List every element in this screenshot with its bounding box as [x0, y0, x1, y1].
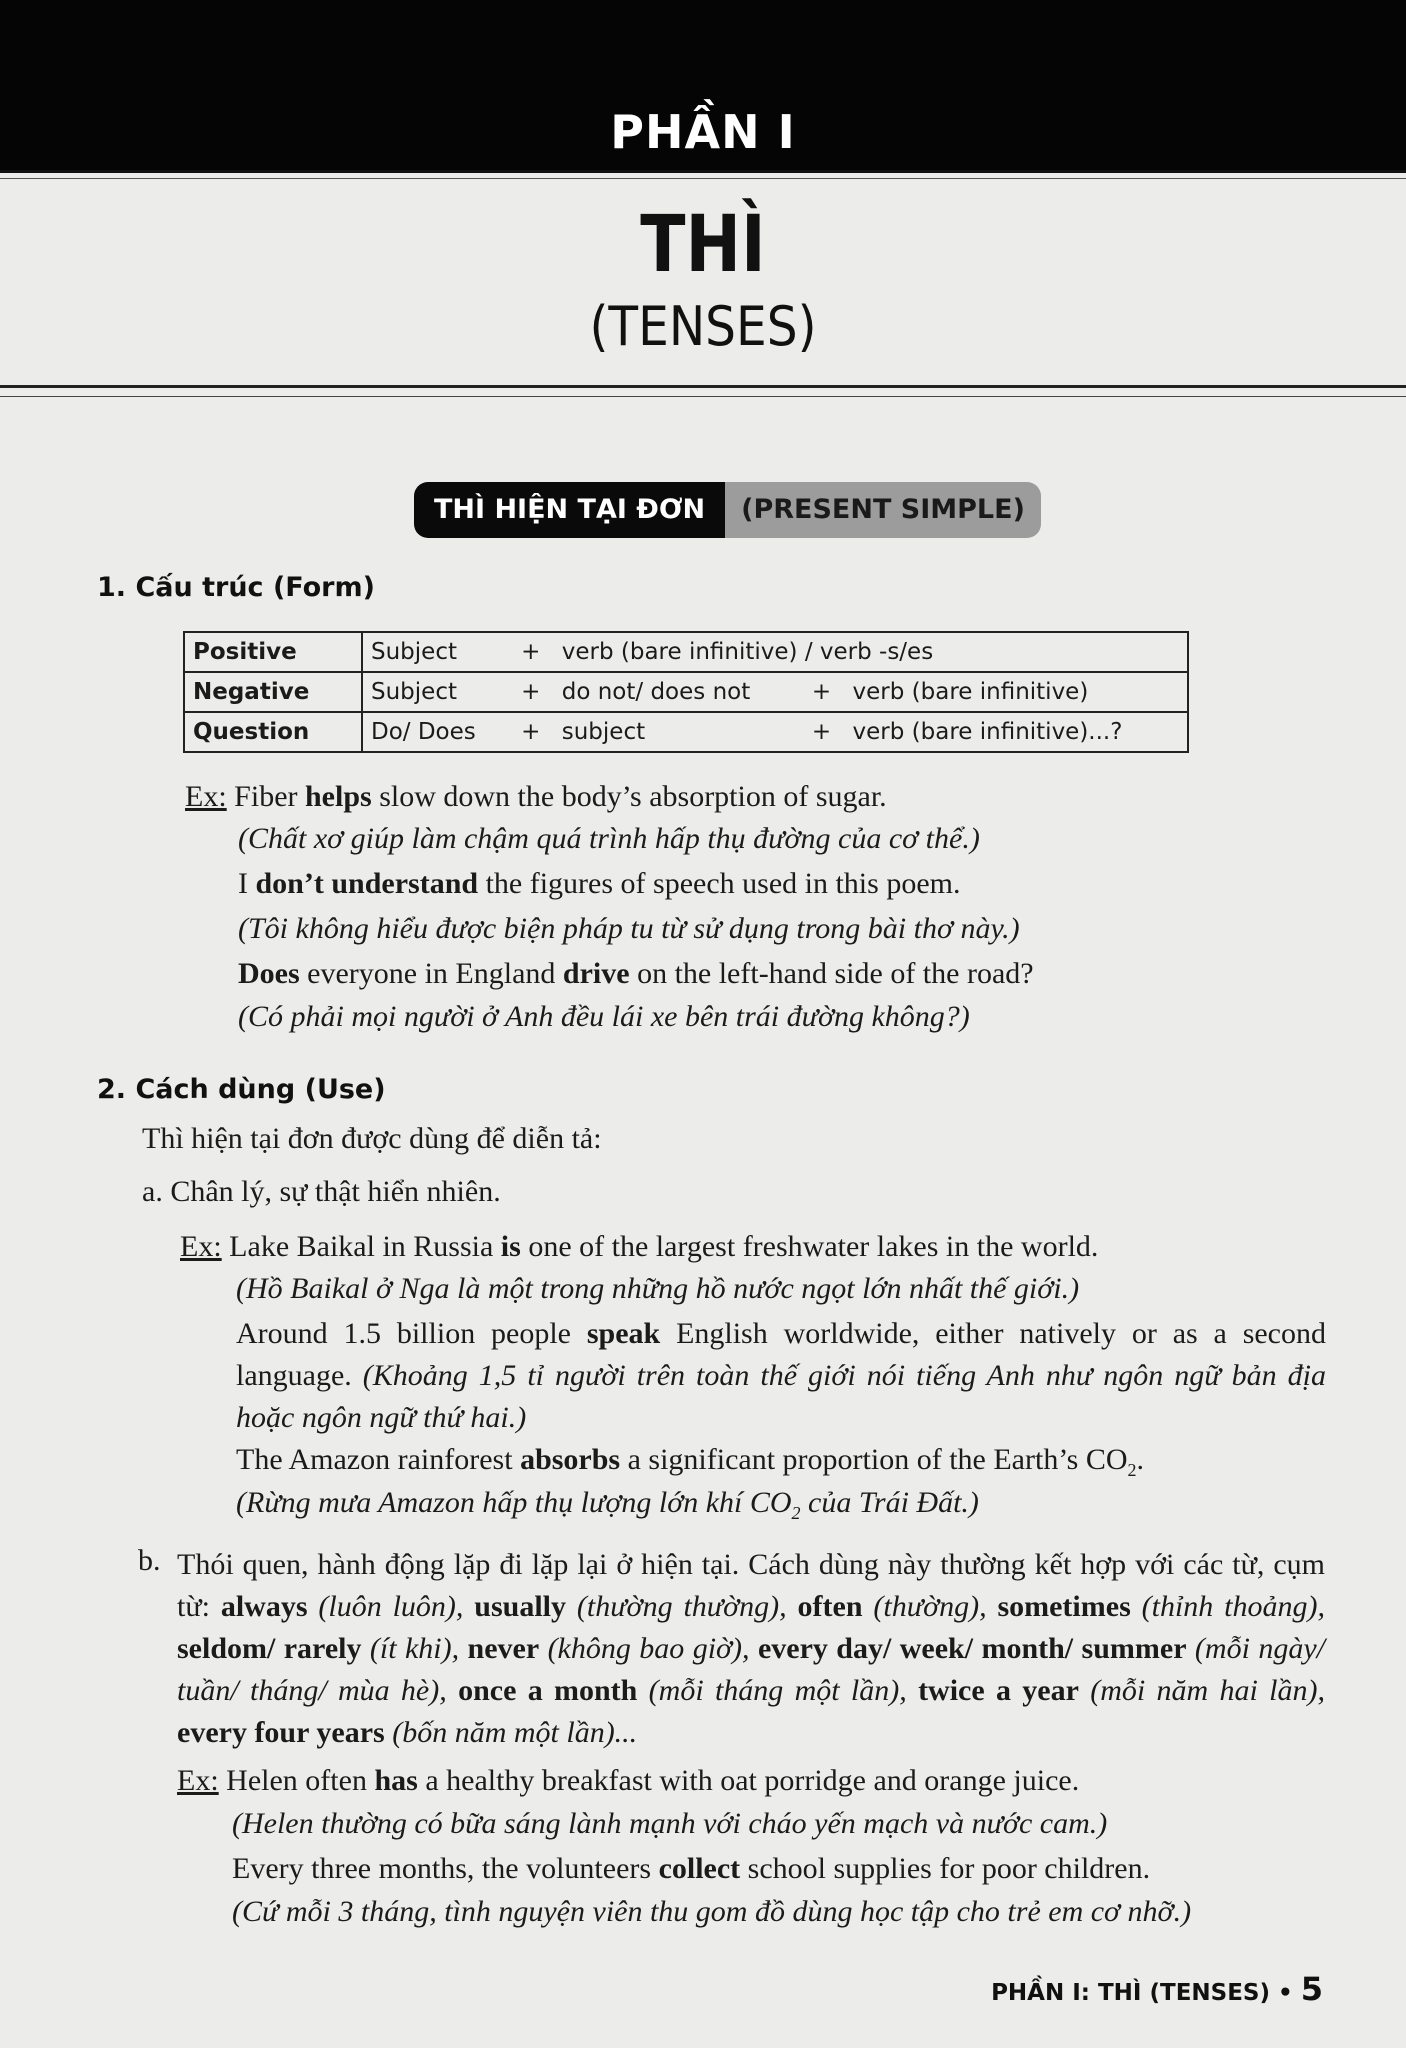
plus-sign: +	[508, 672, 554, 712]
section-title-en: (PRESENT SIMPLE)	[725, 482, 1041, 538]
keyword: usually	[474, 1590, 566, 1623]
table-cell: verb (bare infinitive) / verb -s/es	[554, 632, 1188, 672]
example-text: I	[238, 867, 256, 900]
example-text: The Amazon rainforest	[236, 1443, 521, 1476]
form-table	[183, 631, 1189, 753]
example-text: everyone in England	[299, 957, 563, 990]
divider	[0, 385, 1406, 388]
use-b-paragraph	[177, 1544, 1325, 1754]
example-text: slow down the body’s absorption of sugar.	[371, 780, 887, 813]
subscript: 2	[1127, 1460, 1137, 1480]
plus-sign: +	[508, 712, 554, 752]
example-text: one of the largest freshwater lakes in the world.	[520, 1230, 1099, 1263]
section-title-vi: THÌ HIỆN TẠI ĐƠN	[414, 482, 725, 538]
ex-label: Ex:	[185, 780, 227, 813]
keyword: always	[220, 1590, 308, 1623]
example-text: Helen often	[226, 1764, 375, 1797]
plus-sign: +	[508, 632, 554, 672]
keyword: seldom/ rarely	[177, 1632, 362, 1665]
page-subtitle: (TENSES)	[589, 295, 817, 358]
table-cell: Subject	[362, 672, 508, 712]
example-translation: (Tôi không hiểu được biện pháp tu từ sử dụng trong bài thơ này.)	[238, 912, 1020, 945]
example-sentence	[180, 1230, 1098, 1264]
example-translation	[236, 1486, 979, 1524]
example-sentence	[238, 867, 960, 901]
keyword-translation: (thường thường),	[566, 1590, 798, 1623]
keyword-translation: (ít khi),	[361, 1632, 468, 1665]
table-row	[184, 632, 1188, 672]
example-text: .	[1136, 1443, 1145, 1476]
example-text: Lake Baikal in Russia	[229, 1230, 501, 1263]
keyword-translation: (bốn năm một lần)...	[384, 1716, 638, 1749]
page-title: THÌ	[640, 200, 766, 290]
keyword: every day/ week/ month/ summer	[757, 1632, 1187, 1665]
example-text: English worldwide, either natively or as a second language.	[236, 1317, 1326, 1392]
section-banner	[414, 482, 1041, 538]
example-text: on the left-hand side of the road?	[629, 957, 1034, 990]
example-translation: (Cứ mỗi 3 tháng, tình nguyện viên thu gom đồ dùng học tập cho trẻ em cơ nhỡ.)	[232, 1895, 1192, 1928]
row-label: Negative	[184, 672, 362, 712]
example-verb: speak	[586, 1317, 661, 1350]
keyword-translation: (luôn luôn),	[307, 1590, 475, 1623]
page-footer	[991, 1970, 1323, 2008]
example-paragraph	[236, 1313, 1326, 1439]
example-verb: helps	[305, 780, 372, 813]
example-text: a healthy breakfast with oat porridge and orange juice.	[417, 1764, 1080, 1797]
keyword: twice a year	[918, 1674, 1079, 1707]
keyword: once a month	[458, 1674, 638, 1707]
form-heading: 1. Cấu trúc (Form)	[97, 572, 375, 603]
example-text: school supplies for poor children.	[740, 1852, 1151, 1885]
table-cell: verb (bare infinitive)	[845, 672, 1188, 712]
example-translation: (Helen thường có bữa sáng lành mạnh với cháo yến mạch và nước cam.)	[232, 1807, 1108, 1840]
use-b-label: b.	[138, 1544, 161, 1577]
example-sentence	[177, 1764, 1079, 1798]
keyword: sometimes	[997, 1590, 1131, 1623]
keyword: never	[467, 1632, 540, 1665]
keyword-translation: (thỉnh thoảng),	[1130, 1590, 1325, 1623]
part-label: PHẦN I	[610, 105, 796, 159]
example-sentence	[238, 957, 1034, 991]
divider	[0, 178, 1406, 179]
paragraph-text: Thói quen, hành động lặp đi lặp lại ở hiện tại. Cách dùng này thường kết hợp với các từ, cụm từ:	[177, 1548, 1325, 1623]
keyword-translation: (không bao giờ),	[539, 1632, 758, 1665]
keyword-translation: (thường),	[862, 1590, 998, 1623]
use-heading: 2. Cách dùng (Use)	[97, 1074, 386, 1105]
table-cell: Subject	[362, 632, 508, 672]
example-text: a significant proportion of the Earth’s CO	[620, 1443, 1128, 1476]
plus-sign: +	[799, 712, 845, 752]
example-verb: absorbs	[520, 1443, 621, 1476]
example-sentence	[185, 780, 887, 814]
keyword-translation: (mỗi ngày/ tuần/ tháng/ mùa hè),	[177, 1632, 1325, 1707]
row-label: Positive	[184, 632, 362, 672]
example-verb: don’t understand	[255, 867, 479, 900]
table-row	[184, 672, 1188, 712]
use-intro: Thì hiện tại đơn được dùng để diễn tả:	[142, 1122, 602, 1155]
example-translation: (Có phải mọi người ở Anh đều lái xe bên trái đường không?)	[238, 1000, 970, 1033]
row-label: Question	[184, 712, 362, 752]
keyword: often	[797, 1590, 863, 1623]
example-verb: has	[374, 1764, 418, 1797]
example-text: Around 1.5 billion people	[236, 1317, 587, 1350]
example-verb: Does	[238, 957, 300, 990]
divider	[0, 170, 1406, 173]
use-a-label: a. Chân lý, sự thật hiển nhiên.	[142, 1175, 501, 1208]
table-cell: subject	[554, 712, 799, 752]
plus-sign: +	[799, 672, 845, 712]
table-cell: verb (bare infinitive)...?	[845, 712, 1188, 752]
example-verb: collect	[658, 1852, 741, 1885]
keyword: every four years	[177, 1716, 385, 1749]
divider	[0, 396, 1406, 397]
subscript: 2	[791, 1503, 801, 1523]
ex-label: Ex:	[177, 1764, 219, 1797]
running-title: PHẦN I: THÌ (TENSES) •	[991, 1980, 1293, 2006]
example-text: Fiber	[234, 780, 305, 813]
example-translation: (Chất xơ giúp làm chậm quá trình hấp thụ đường của cơ thể.)	[238, 822, 980, 855]
table-cell: Do/ Does	[362, 712, 508, 752]
example-text: của Trái Đất.)	[800, 1486, 979, 1519]
ex-label: Ex:	[180, 1230, 222, 1263]
example-text: Every three months, the volunteers	[232, 1852, 659, 1885]
example-sentence	[232, 1852, 1150, 1886]
example-text: the figures of speech used in this poem.	[478, 867, 961, 900]
keyword-translation: (mỗi tháng một lần),	[637, 1674, 919, 1707]
example-text: (Rừng mưa Amazon hấp thụ lượng lớn khí CO	[236, 1486, 792, 1519]
example-translation: (Khoảng 1,5 tỉ người trên toàn thế giới nói tiếng Anh như ngôn ngữ bản địa hoặc ngôn ngữ thứ hai.)	[236, 1359, 1326, 1434]
table-row	[184, 712, 1188, 752]
example-verb: drive	[562, 957, 630, 990]
keyword-translation: (mỗi năm hai lần),	[1078, 1674, 1325, 1707]
example-translation: (Hồ Baikal ở Nga là một trong những hồ nước ngọt lớn nhất thế giới.)	[236, 1272, 1080, 1305]
page-number: 5	[1300, 1970, 1323, 2008]
table-cell: do not/ does not	[554, 672, 799, 712]
example-sentence	[236, 1443, 1144, 1481]
example-verb: is	[500, 1230, 521, 1263]
